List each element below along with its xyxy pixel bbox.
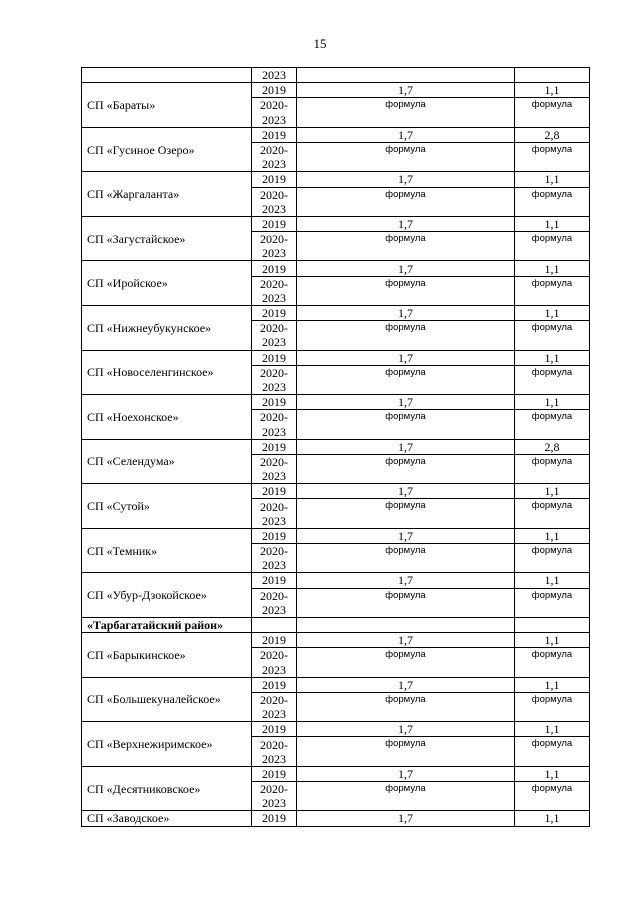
year-range-end-cell: 2023 [252,796,297,811]
value-cell: 1,7 [297,811,515,826]
table-row [82,261,590,276]
year-range-start-cell: 2020- [252,232,297,247]
year-cell: 2019 [252,573,297,588]
value-cell: 1,1 [515,216,590,231]
formula-cell: формула [297,232,515,261]
formula-cell: формула [515,454,590,483]
settlement-name-cell: СП «Темник» [82,528,252,573]
year-range-end-cell: 2023 [252,335,297,350]
value-cell: 1,7 [297,306,515,321]
table-row [82,528,590,543]
formula-cell: формула [515,321,590,350]
settlement-name-cell: СП «Нижнеубукунское» [82,306,252,351]
formula-cell: формула [297,321,515,350]
year-range-end-cell: 2023 [252,157,297,172]
settlement-name-cell: СП «Загустайское» [82,216,252,261]
year-cell: 2019 [252,677,297,692]
formula-cell: формула [297,187,515,216]
formula-cell: формула [515,232,590,261]
settlement-name-cell: СП «Сутой» [82,484,252,529]
year-cell: 2019 [252,261,297,276]
settlement-name-cell: СП «Бараты» [82,83,252,128]
year-cell: 2019 [252,216,297,231]
year-range-end-cell: 2023 [252,514,297,529]
year-range-end-cell: 2023 [252,663,297,678]
formula-cell: формула [297,692,515,721]
table-row [82,677,590,692]
year-cell: 2019 [252,395,297,410]
settlement-name-cell: СП «Десятниковское» [82,766,252,811]
value-cell: 1,7 [297,216,515,231]
table-row [82,83,590,98]
settlement-name-cell: СП «Жаргаланта» [82,172,252,217]
year-cell: 2019 [252,766,297,781]
year-range-end-cell: 2023 [252,291,297,306]
table-row [82,617,590,632]
settlement-name-cell: СП «Новоселенгинское» [82,350,252,395]
year-range-start-cell: 2020- [252,737,297,752]
value-cell: 1,7 [297,633,515,648]
value-cell: 1,1 [515,573,590,588]
year-range-end-cell: 2023 [252,425,297,440]
year-range-end-cell: 2023 [252,707,297,722]
year-cell [252,617,297,632]
settlement-name-cell: СП «Ноехонское» [82,395,252,440]
value-cell: 1,1 [515,172,590,187]
formula-cell: формула [515,499,590,528]
year-cell: 2019 [252,350,297,365]
year-range-end-cell: 2023 [252,469,297,484]
table-row [82,722,590,737]
table-row [82,216,590,231]
year-range-end-cell: 2023 [252,202,297,217]
formula-cell: формула [515,782,590,811]
value-cell: 1,1 [515,722,590,737]
value-cell: 1,7 [297,766,515,781]
formula-cell: формула [297,544,515,573]
value-cell: 1,1 [515,350,590,365]
value-cell: 1,7 [297,722,515,737]
formula-cell: формула [515,692,590,721]
formula-cell: формула [515,142,590,171]
value-cell: 1,7 [297,573,515,588]
value-cell: 2,8 [515,439,590,454]
formula-cell: формула [515,365,590,394]
year-cell: 2019 [252,811,297,826]
formula-cell: формула [297,737,515,766]
value-cell [297,68,515,83]
tariff-table-wrapper [81,67,589,827]
table-row [82,766,590,781]
formula-cell: формула [515,98,590,127]
year-range-start-cell: 2020- [252,365,297,380]
tariff-table-body [82,68,590,827]
year-range-start-cell: 2020- [252,544,297,559]
year-cell: 2019 [252,306,297,321]
value-cell: 1,7 [297,439,515,454]
table-row [82,439,590,454]
table-row [82,484,590,499]
year-range-start-cell: 2020- [252,782,297,797]
year-range-end-cell: 2023 [252,246,297,261]
formula-cell: формула [297,588,515,617]
year-range-start-cell: 2020- [252,692,297,707]
value-cell: 1,1 [515,261,590,276]
table-row [82,395,590,410]
value-cell: 1,1 [515,528,590,543]
formula-cell: формула [515,187,590,216]
table-row [82,633,590,648]
value-cell: 1,7 [297,127,515,142]
year-range-end-cell: 2023 [252,603,297,618]
formula-cell: формула [297,410,515,439]
settlement-name-cell: СП «Иройское» [82,261,252,306]
year-range-start-cell: 2020- [252,98,297,113]
formula-cell: формула [515,648,590,677]
formula-cell: формула [297,499,515,528]
year-range-end-cell: 2023 [252,558,297,573]
year-cell: 2019 [252,722,297,737]
formula-cell: формула [297,648,515,677]
year-cell: 2019 [252,172,297,187]
formula-cell: формула [297,276,515,305]
settlement-name-cell: СП «Барыкинское» [82,633,252,678]
value-cell: 1,7 [297,350,515,365]
settlement-name-cell: СП «Убур-Дзокойское» [82,573,252,618]
settlement-name-cell [82,68,252,83]
year-range-start-cell: 2020- [252,142,297,157]
year-range-start-cell: 2020- [252,321,297,336]
settlement-name-cell: СП «Верхнежиримское» [82,722,252,767]
formula-cell: формула [515,276,590,305]
value-cell: 1,1 [515,633,590,648]
formula-cell: формула [297,782,515,811]
table-row [82,68,590,83]
settlement-name-cell: СП «Большекуналейское» [82,677,252,722]
table-row [82,127,590,142]
value-cell: 1,1 [515,484,590,499]
formula-cell: формула [297,142,515,171]
value-cell: 1,7 [297,677,515,692]
value-cell: 1,7 [297,395,515,410]
formula-cell: формула [297,365,515,394]
year-range-end-cell: 2023 [252,113,297,128]
district-header-cell: «Тарбагатайский район» [82,617,252,632]
formula-cell: формула [515,410,590,439]
table-row [82,811,590,826]
value-cell: 1,7 [297,484,515,499]
value-cell [515,68,590,83]
formula-cell: формула [515,737,590,766]
value-cell: 1,7 [297,172,515,187]
year-range-start-cell: 2020- [252,588,297,603]
table-row [82,306,590,321]
year-cell: 2023 [252,68,297,83]
value-cell: 1,7 [297,528,515,543]
value-cell: 1,1 [515,811,590,826]
year-cell: 2019 [252,528,297,543]
year-range-start-cell: 2020- [252,499,297,514]
value-cell: 1,1 [515,395,590,410]
year-cell: 2019 [252,633,297,648]
table-row [82,573,590,588]
value-cell: 1,1 [515,83,590,98]
value-cell [297,617,515,632]
year-range-start-cell: 2020- [252,187,297,202]
formula-cell: формула [515,588,590,617]
table-row [82,350,590,365]
value-cell [515,617,590,632]
value-cell: 1,1 [515,677,590,692]
settlement-name-cell: СП «Селендума» [82,439,252,484]
year-range-start-cell: 2020- [252,454,297,469]
year-cell: 2019 [252,83,297,98]
year-range-end-cell: 2023 [252,752,297,767]
tariff-table [81,67,590,827]
value-cell: 1,1 [515,306,590,321]
year-range-end-cell: 2023 [252,380,297,395]
year-cell: 2019 [252,439,297,454]
page-number: 15 [313,36,327,51]
formula-cell: формула [515,544,590,573]
table-row [82,172,590,187]
year-range-start-cell: 2020- [252,648,297,663]
value-cell: 1,1 [515,766,590,781]
settlement-name-cell: СП «Гусиное Озеро» [82,127,252,172]
year-range-start-cell: 2020- [252,276,297,291]
year-range-start-cell: 2020- [252,410,297,425]
formula-cell: формула [297,98,515,127]
year-cell: 2019 [252,484,297,499]
settlement-name-cell: СП «Заводское» [82,811,252,826]
formula-cell: формула [297,454,515,483]
value-cell: 1,7 [297,261,515,276]
value-cell: 2,8 [515,127,590,142]
year-cell: 2019 [252,127,297,142]
value-cell: 1,7 [297,83,515,98]
